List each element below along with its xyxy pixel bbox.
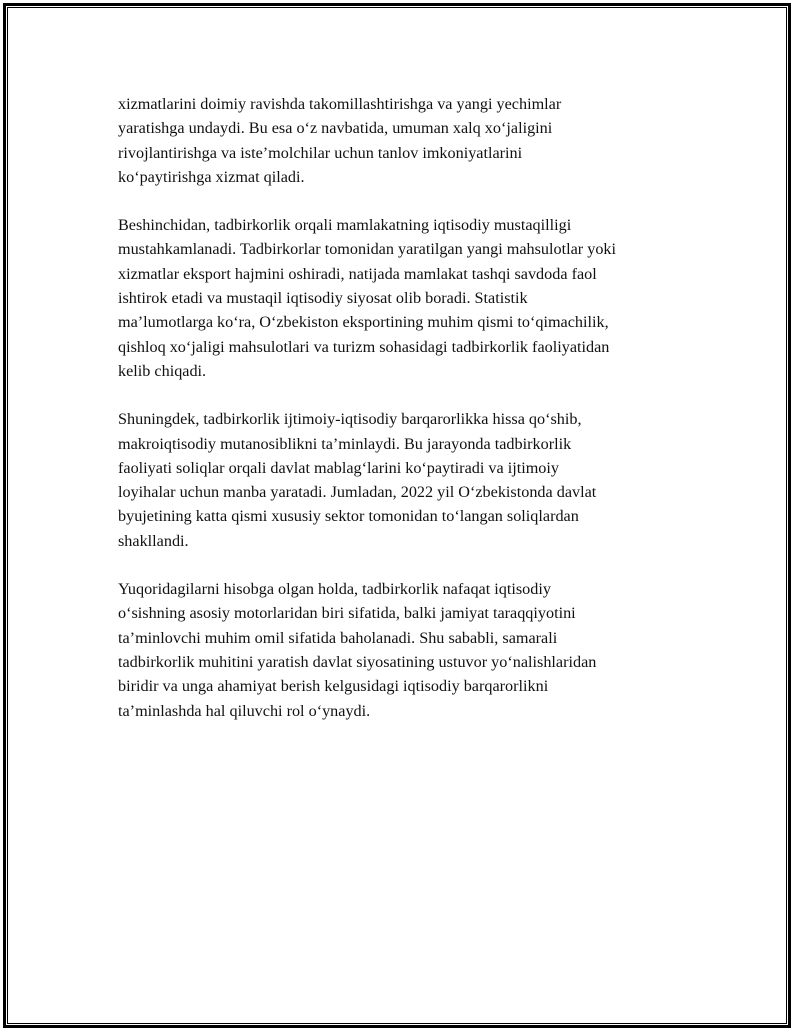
paragraph-stability: Shuningdek, tadbirkorlik ijtimoiy-iqtisodiy barqarorlikka hissa qo‘shib, makroiqtisodiy mutanosiblikni ta’minlaydi. Bu jarayonda tadbirkorlik faoliyati soliqlar orqali davlat mablag‘larini ko‘paytiradi va ijtimoiy loyihalar uchun manba yaratadi. Jumladan, 2022 yil O‘zbekistonda davlat byujetining katta qismi xususiy sektor tomonidan to‘langan soliqlardan shakllandi.: [118, 410, 597, 550]
document-body: [118, 92, 698, 747]
paragraph-conclusion: Yuqoridagilarni hisobga olgan holda, tadbirkorlik nafaqat iqtisodiy o‘sishning asosiy motorlaridan biri sifatida, balki jamiyat taraqqiyotini ta’minlovchi muhim omil sifatida baholanadi. Shu sababli, samarali tadbirkorlik muhitini yaratish davlat siyosatining ustuvor yo‘nalishlaridan biridir va unga ahamiyat berish kelgusidagi iqtisodiy barqarorlikni ta’minlashda hal qiluvchi rol o‘ynaydi.: [118, 580, 597, 720]
paragraph-fifth-point: Beshinchidan, tadbirkorlik orqali mamlakatning iqtisodiy mustaqilligi mustahkamlanadi. Tadbirkorlar tomonidan yaratilgan yangi mahsulotlar yoki xizmatlar eksport hajmini oshiradi, natijada mamlakat tashqi savdoda faol ishtirok etadi va mustaqil iqtisodiy siyosat olib boradi. Statistik ma’lumotlarga ko‘ra, O‘zbekiston eksportining muhim qismi to‘qimachilik, qishloq xo‘jaligi mahsulotlari va turizm sohasidagi tadbirkorlik faoliyatidan kelib chiqadi.: [118, 216, 617, 380]
paragraph-continuation: xizmatlarini doimiy ravishda takomillashtirishga va yangi yechimlar yaratishga undaydi. Bu esa o‘z navbatida, umuman xalq xo‘jaligini rivojlantirishga va iste’molchilar uchun tanlov imkoniyatlarini ko‘paytirishga xizmat qiladi.: [118, 95, 562, 186]
